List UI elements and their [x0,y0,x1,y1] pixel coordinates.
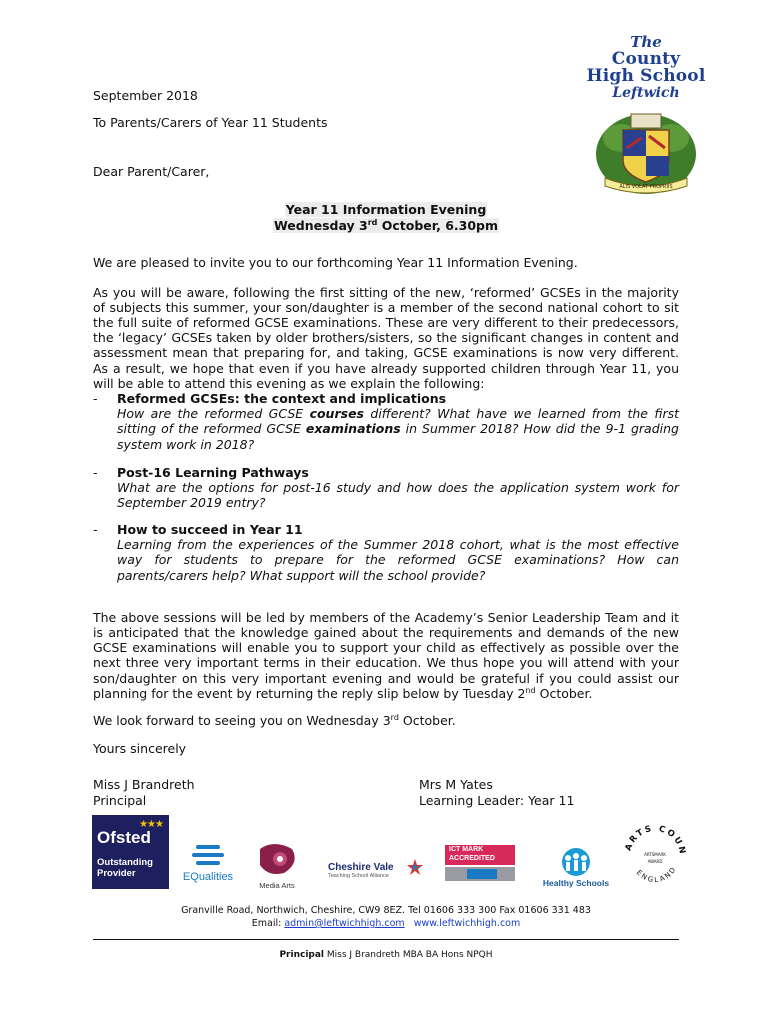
cheshire-vale-label: Cheshire Vale [328,862,394,873]
footer-divider [93,939,679,940]
ofsted-logo [92,815,169,889]
signature-role: Principal [93,793,147,808]
desc-bold: examinations [305,421,401,437]
arts-council-bottom-text: ENGLAND [634,864,679,885]
reply-date-suffix: nd [525,685,536,695]
cheshire-vale-logo [328,862,426,886]
letter-recipient: To Parents/Carers of Year 11 Students [93,115,328,130]
ict-mark-logo [445,845,515,885]
accreditation-logos [90,815,690,895]
desc-part: in Summer 2018? How did the 9-1 grading system work in 2018? [117,421,679,452]
list-item [93,391,679,452]
signature-name: Miss J Brandreth [93,777,195,792]
footer-email-link[interactable]: admin@leftwichhigh.com [284,918,405,929]
ofsted-line2: Provider [97,868,136,879]
event-date-suffix: rd [367,217,378,227]
cheshire-vale-star-icon [406,858,424,876]
arts-council-icon [622,823,688,889]
paragraph-sessions-end: October. [535,685,593,701]
ofsted-title: Ofsted [97,828,151,847]
sign-off: Yours sincerely [93,740,187,756]
crest-motto: ALIS VOLAT PROPRIIS [619,184,673,190]
equalities-label: EQualities [182,871,234,883]
paragraph-context: As you will be aware, following the first sitting of the new, ‘reformed’ GCSEs in the majority of subjects this summer, your son/daughter is a member of the second national cohort to sit the full suite of reformed GCSE examinations. These are very different to their predecessors, the ‘legacy’ GCSEs taken by older brothers/sisters, so the significant changes in content and assessment mean that preparing for, and taking, GCSE examinations is now very different. As a result, we hope that even if you have already supported children through Year 11, you will be able to attend this evening as we explain the following: [93,284,679,391]
arts-council-top-text: ARTS COUN [623,823,688,857]
footer-principal-name: Miss J Brandreth MBA BA Hons NPQH [324,950,493,960]
school-name [584,34,708,102]
media-arts-icon [254,841,300,877]
desc-bold: courses [309,406,364,422]
list-dash: - [93,465,98,480]
footer-contact [93,904,679,930]
letter-date: September 2018 [93,88,198,103]
school-name-county: County [611,49,681,69]
footer-address: Granville Road, Northwich, Cheshire, CW9 8EZ. Tel 01606 333 300 Fax 01606 331 483 [181,905,591,916]
paragraph-sessions [93,610,679,702]
healthy-schools-icon [556,847,596,877]
salutation: Dear Parent/Carer, [93,164,210,179]
paragraph-sessions-text: The above sessions will be led by members of the Academy’s Senior Leadership Team and it is anticipated that the knowledge gained about the requirements and demands of the new GCSE examinations will enable you to support your child as effectively as possible over the next three very important terms in their education. We thus hope you will attend with your son/daughter on this very important evening and would be grateful if you could assist our planning for the event by returning the reply slip below by Tuesday 2 [93,609,679,701]
list-dash: - [93,522,98,537]
ofsted-line1: Outstanding [97,857,153,868]
paragraph-closing [93,713,679,728]
desc-part: How are the reformed GCSE [117,406,310,422]
footer-website-link[interactable]: www.leftwichhigh.com [413,918,521,929]
ict-mark-line1: ICT MARK [449,846,484,853]
footer-links [93,917,679,930]
school-logo [584,34,708,200]
list-item-heading: Post-16 Learning Pathways [117,465,309,480]
healthy-schools-logo [538,847,614,889]
footer-principal [93,950,679,960]
list-item-heading: How to succeed in Year 11 [117,522,303,537]
event-date-rest: October, 6.30pm [377,218,499,233]
list-item-description [117,406,679,452]
desc-part: different? What have we learned from the first sitting of the reformed GCSE [117,406,679,437]
school-name-the: The [630,33,662,51]
cheshire-vale-sub: Teaching School Alliance [328,873,389,879]
list-item [93,465,679,511]
school-name-high-school: High School [586,66,706,86]
paragraph-closing-text: We look forward to seeing you on Wednesday 3 [93,712,391,728]
artsmark-award-text: AWARD [647,859,663,864]
ict-mark-line2: ACCREDITED [449,855,495,862]
equalities-logo [178,843,238,889]
healthy-schools-label: Healthy Schools [542,878,610,888]
school-crest-icon [591,108,701,196]
list-item-description: Learning from the experiences of the Summer 2018 cohort, what is the most effective way for students to prepare for the reformed GCSE examinations? How can parents/carers help? What support will the school provide? [117,537,679,583]
list-item-heading: Reformed GCSEs: the context and implications [117,391,447,406]
signature-role: Learning Leader: Year 11 [419,793,575,808]
signature-principal [93,777,195,809]
event-date-day: Wednesday 3 [273,218,368,233]
closing-date-suffix: rd [390,712,399,722]
ofsted-stars-icon: ★★★ [139,819,163,830]
footer-principal-label: Principal [279,950,325,960]
equalities-icon [190,843,226,869]
arts-council-logo [622,823,688,889]
list-dash: - [93,391,98,406]
signature-name: Mrs M Yates [419,777,493,792]
list-item [93,522,679,583]
media-arts-label: Media Arts [259,881,295,890]
event-title [93,202,679,234]
svg-text:ENGLAND [635,865,679,885]
signature-learning-leader [419,777,574,809]
list-item-description: What are the options for post-16 study and how does the application system work for September 2019 entry? [117,480,679,511]
paragraph-invite: We are pleased to invite you to our forthcoming Year 11 Information Evening. [93,254,578,270]
event-title-line2 [273,218,499,233]
event-title-line1: Year 11 Information Evening [285,202,487,217]
artsmark-text: ARTSMARK [644,852,666,857]
media-arts-logo [250,841,304,891]
paragraph-closing-end: October. [398,712,456,728]
school-name-location: Leftwich [612,85,680,101]
footer-email-label: Email: [251,918,285,929]
